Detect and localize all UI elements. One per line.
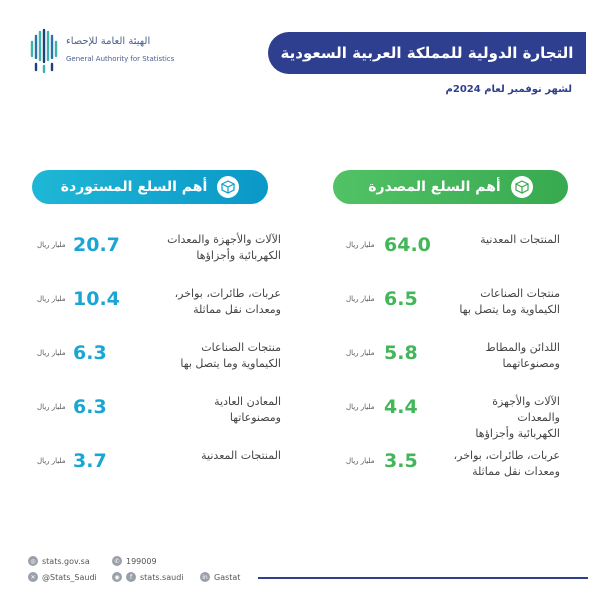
footer	[28, 554, 588, 586]
import-item	[33, 232, 281, 286]
import-item-unit: مليار ريال	[37, 403, 66, 411]
import-item-value: 3.7	[73, 450, 107, 472]
export-item-label: عربات، طائرات، بواخر، ومعدات نقل مماثلة	[453, 449, 560, 478]
gastat-logo-icon	[28, 28, 62, 74]
export-item-unit: مليار ريال	[346, 295, 375, 303]
import-item	[33, 286, 281, 340]
export-item	[342, 286, 560, 340]
export-item-value: 64.0	[384, 234, 431, 256]
facebook-icon: f	[126, 572, 136, 582]
x-icon: ✕	[28, 572, 38, 582]
import-item-value: 20.7	[73, 234, 120, 256]
import-item-label: الآلات والأجهزة والمعدات الكهربائية وأجزاؤها	[167, 233, 281, 262]
import-item-unit: مليار ريال	[37, 349, 66, 357]
phone-icon: ✆	[112, 556, 122, 566]
import-item-label: المعادن العادية ومصنوعاتها	[214, 395, 281, 424]
box-icon	[511, 176, 533, 198]
linkedin-link[interactable]	[200, 572, 240, 582]
imports-heading	[32, 170, 268, 204]
social-text: stats.saudi	[140, 572, 184, 582]
phone-link[interactable]	[112, 556, 157, 566]
export-item	[342, 448, 560, 502]
export-item-value: 5.8	[384, 342, 418, 364]
export-item	[342, 394, 560, 448]
import-item-label: المنتجات المعدنية	[201, 449, 281, 462]
phone-text: 199009	[126, 556, 157, 566]
org-name-en: General Authority for Statistics	[66, 55, 175, 63]
exports-list	[342, 232, 560, 502]
import-item-unit: مليار ريال	[37, 457, 66, 465]
import-item	[33, 394, 281, 448]
globe-icon: ◎	[28, 556, 38, 566]
export-item-label: الآلات والأجهزة والمعدات الكهربائية وأجزاؤها	[475, 395, 560, 440]
linkedin-icon: in	[200, 572, 210, 582]
export-item	[342, 232, 560, 286]
website-text: stats.gov.sa	[42, 556, 90, 566]
import-item-unit: مليار ريال	[37, 241, 66, 249]
twitter-text: @Stats_Saudi	[42, 572, 97, 582]
page-title: التجارة الدولية للمملكة العربية السعودية	[268, 32, 586, 74]
export-item-label: المنتجات المعدنية	[480, 233, 560, 246]
gastat-logo	[22, 28, 182, 78]
export-item-value: 6.5	[384, 288, 418, 310]
export-item-label: اللدائن والمطاط ومصنوعاتهما	[485, 341, 560, 370]
twitter-link[interactable]	[28, 572, 97, 582]
export-item	[342, 340, 560, 394]
export-item-value: 4.4	[384, 396, 418, 418]
org-name-ar: الهيئة العامة للإحصاء	[66, 36, 151, 47]
box-icon	[217, 176, 239, 198]
imports-heading-label: أهم السلع المستوردة	[60, 179, 208, 195]
footer-divider	[258, 577, 588, 579]
import-item-value: 10.4	[73, 288, 120, 310]
import-item-unit: مليار ريال	[37, 295, 66, 303]
export-item-label: منتجات الصناعات الكيماوية وما يتصل بها	[459, 287, 560, 316]
export-item-unit: مليار ريال	[346, 349, 375, 357]
exports-heading	[333, 170, 568, 204]
exports-heading-label: أهم السلع المصدرة	[368, 179, 501, 195]
import-item-label: عربات، طائرات، بواخر، ومعدات نقل مماثلة	[174, 287, 281, 316]
import-item	[33, 340, 281, 394]
report-period: لشهر نوفمبر لعام 2024م	[445, 84, 572, 95]
import-item-label: منتجات الصناعات الكيماوية وما يتصل بها	[180, 341, 281, 370]
export-item-unit: مليار ريال	[346, 403, 375, 411]
linkedin-text: Gastat	[214, 572, 241, 582]
import-item-value: 6.3	[73, 342, 107, 364]
import-item-value: 6.3	[73, 396, 107, 418]
export-item-unit: مليار ريال	[346, 457, 375, 465]
website-link[interactable]	[28, 556, 90, 566]
export-item-unit: مليار ريال	[346, 241, 375, 249]
import-item	[33, 448, 281, 502]
instagram-icon: ◉	[112, 572, 122, 582]
imports-list	[33, 232, 281, 502]
social-link[interactable]	[112, 572, 184, 582]
export-item-value: 3.5	[384, 450, 418, 472]
